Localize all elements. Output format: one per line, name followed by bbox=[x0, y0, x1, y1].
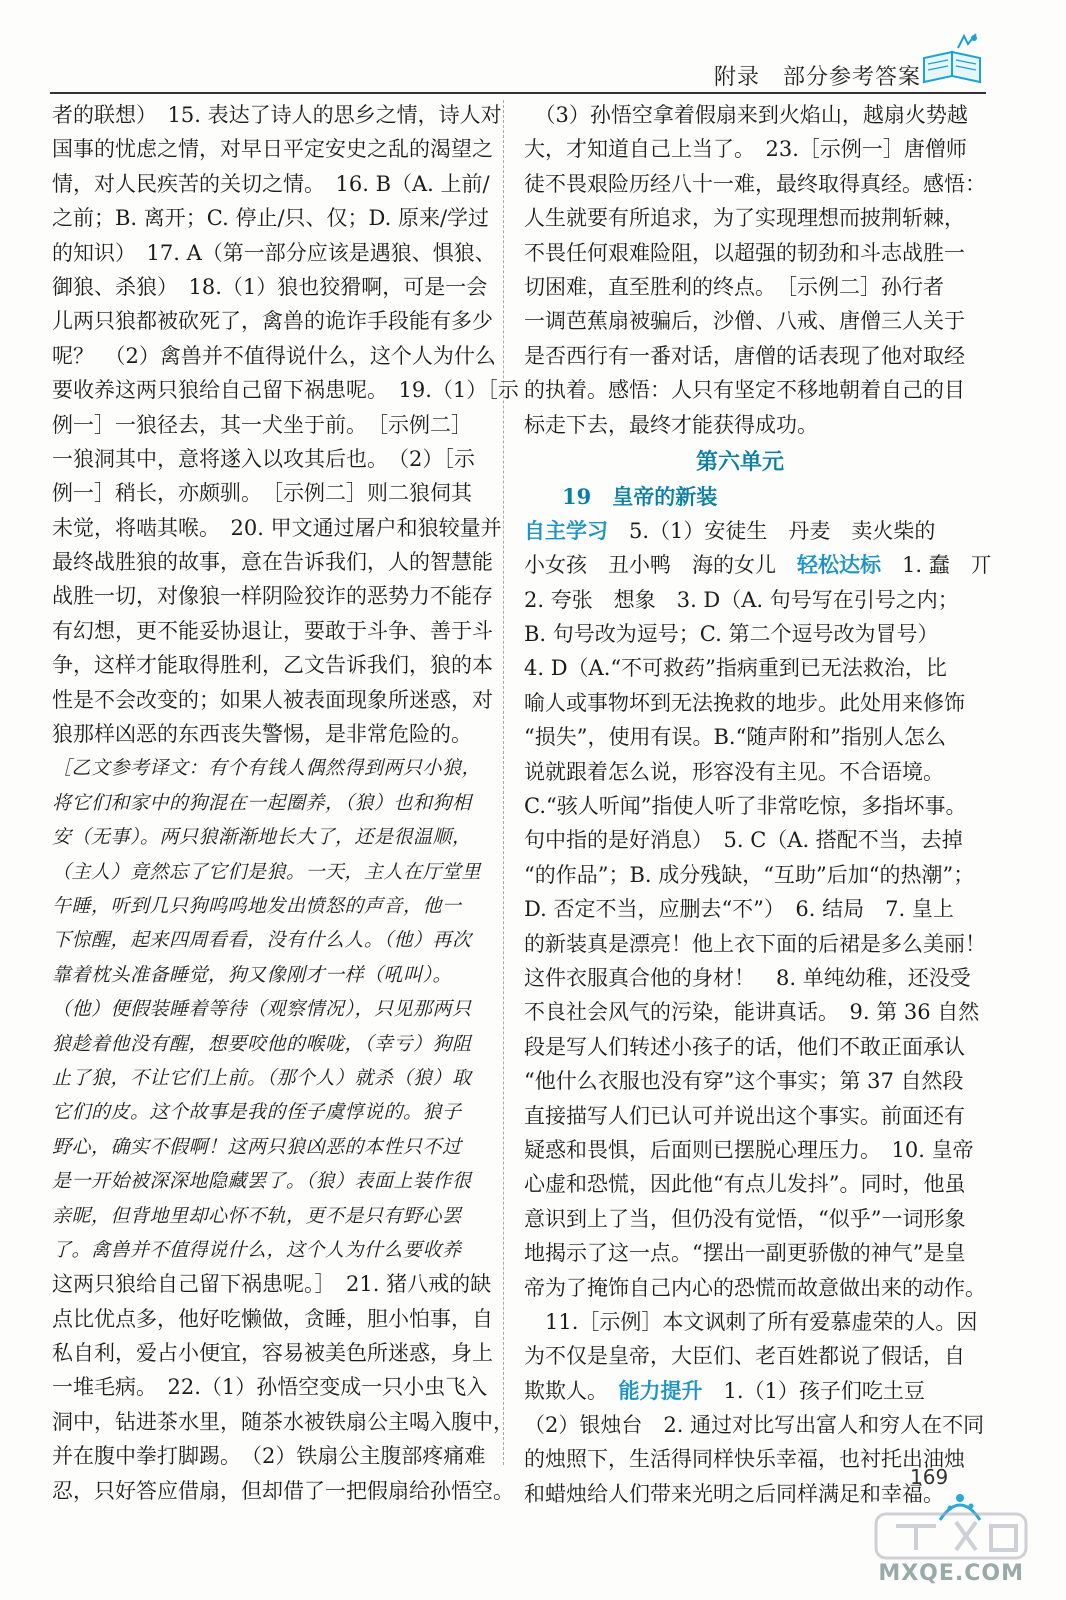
text-line: 御狼、杀狼） 18.（1）狼也狡猾啊，可是一会 bbox=[52, 274, 488, 299]
text-line: 要收养这两只狼给自己留下祸患呢。 19.（1）［示 bbox=[52, 378, 519, 403]
text-span: 句中指的是好消息） 5. C（A. 搭配不当，去掉 bbox=[524, 828, 963, 853]
text-line bbox=[524, 1030, 965, 1064]
text-line: 标走下去，最终才能获得成功。 bbox=[524, 412, 818, 437]
text-line: 儿两只狼都被砍死了，禽兽的诡诈手段能有多少 bbox=[52, 309, 493, 334]
text-span: 不良社会风气的污染，能讲真话。 9. 第 36 自然 bbox=[524, 1000, 980, 1025]
text-line: 一调芭蕉扇被骗后，沙僧、八戒、唐僧三人关于 bbox=[524, 309, 965, 334]
text-span: “的作品”；B. 成分残缺，“互助”后加“的热潮”； bbox=[524, 862, 975, 887]
text-span: 直接描写人们已认可并说出这个事实。前面还有 bbox=[524, 1103, 965, 1128]
text-line bbox=[524, 1202, 966, 1236]
text-line bbox=[524, 1271, 986, 1305]
text-span: 5.（1）安徒生 丹麦 卖火柴的 bbox=[608, 518, 936, 543]
text-span: 2. 夸张 想象 3. D（A. 句号写在引号之内； bbox=[524, 587, 959, 612]
text-line: 并在腹中拳打脚踢。 （2）铁扇公主腹部疼痛难 bbox=[52, 1444, 486, 1469]
text-line: （主人）竟然忘了它们是狼。一天，主人在厅堂里 bbox=[52, 860, 482, 883]
section-tag: 能力提升 bbox=[618, 1377, 703, 1403]
text-line bbox=[524, 514, 956, 548]
text-line: 是否西行有一番对话，唐僧的话表现了他对取经 bbox=[524, 343, 965, 368]
text-line bbox=[524, 651, 956, 685]
text-span: （2）银烛台 2. 通过对比写出富人和穷人在不同 bbox=[524, 1413, 985, 1438]
text-line: 野心，确实不假啊！这两只狼凶恶的本性只不过 bbox=[52, 1135, 462, 1158]
text-line: 忍，只好答应借扇，但却借了一把假扇给孙悟空。 bbox=[52, 1478, 514, 1503]
text-line bbox=[524, 1374, 956, 1408]
text-span: 小女孩 丑小鸭 海的女儿 bbox=[524, 553, 797, 578]
text-line: 它们的皮。这个故事是我的侄子虞惇说的。狼子 bbox=[52, 1101, 462, 1124]
unit-title: 第六单元 bbox=[695, 448, 784, 475]
text-span: B. 句号改为逗号；C. 第二个逗号改为冒号） bbox=[524, 622, 939, 647]
text-line: 切困难，直至胜利的终点。 ［示例二］孙行者 bbox=[524, 274, 944, 299]
text-line: （3）孙悟空拿着假扇来到火焰山，越扇火势越 bbox=[524, 103, 968, 127]
text-line: 一狼洞其中，意将遂入以攻其后也。 （2）［示 bbox=[52, 446, 475, 471]
text-line bbox=[524, 1064, 964, 1098]
text-span: 1.（1）孩子们吃土豆 bbox=[702, 1378, 925, 1403]
text-span: 欺欺人。 bbox=[524, 1378, 619, 1403]
text-span: 段是写人们转述小孩子的话，他们不敢正面承认 bbox=[524, 1034, 965, 1059]
text-span: 4. D（A.“不可救药”指病重到已无法救治，比 bbox=[524, 656, 947, 681]
text-line bbox=[524, 686, 965, 720]
text-line: 私自利，爱占小便宜，容易被美色所迷惑，身上 bbox=[52, 1341, 493, 1366]
watermark-text: MXQE.COM bbox=[878, 1561, 1024, 1586]
text-line: 例一］一狼径去，其一犬坐于前。 ［示例二］ bbox=[52, 412, 472, 437]
text-line: 狼趁着他没有醒，想要咬他的喉咙，（幸亏）狗阻 bbox=[52, 1032, 472, 1055]
text-line: 点比优点多，他好吃懒做，贪睡，胆小怕事，自 bbox=[52, 1306, 493, 1331]
text-line: 之前；B. 离开；C. 停止/只、仅；D. 原来/学过 bbox=[52, 206, 490, 231]
text-span: “损失”，使用有误。B.“随声附和”指别人怎么 bbox=[524, 725, 947, 750]
page-number: 169 bbox=[910, 1465, 949, 1489]
section-tag: 轻松达标 bbox=[797, 552, 881, 578]
text-line bbox=[524, 1477, 956, 1511]
text-line: 者的联想） 15. 表达了诗人的思乡之情，诗人对 bbox=[52, 103, 502, 127]
text-line: 靠着枕头准备睡觉，狗又像刚才一样（吼叫）。 bbox=[52, 963, 453, 986]
text-line bbox=[524, 1442, 965, 1476]
text-line bbox=[524, 1099, 965, 1133]
text-line: 止了狼，不让它们上前。（那个人）就杀（狼）取 bbox=[52, 1066, 472, 1089]
text-line bbox=[524, 617, 956, 651]
text-line: （他）便假装睡着等待（观察情况），只见那两只 bbox=[52, 998, 472, 1021]
text-line: 将它们和家中的狗混在一起圈养，（狼）也和狗相 bbox=[52, 791, 472, 814]
text-line: 下惊醒，起来四周看看，没有什么人。（他）再次 bbox=[52, 929, 472, 952]
text-span: 说就跟着怎么说，形容没有主见。不合语境。 bbox=[524, 759, 944, 784]
right-column bbox=[524, 98, 992, 1511]
text-line bbox=[524, 892, 956, 926]
text-line: 大，才知道自己上当了。 23.［示例一］唐僧师 bbox=[524, 137, 967, 162]
text-line: 午睡，听到几只狗呜呜地发出愤怒的声音，他一 bbox=[52, 894, 462, 917]
text-line: 战胜一切，对像狼一样阴险狡诈的恶势力不能存 bbox=[52, 584, 493, 609]
text-span: 11.［示例］本文讽刺了所有爱慕虚荣的人。因 bbox=[524, 1309, 978, 1334]
text-line: 未觉，将啮其喉。 20. 甲文通过屠户和狼较量并 bbox=[52, 515, 502, 540]
text-line bbox=[524, 823, 963, 857]
text-line: 有幻想，更不能妥协退让，要敢于斗争、善于斗 bbox=[52, 618, 493, 643]
text-line bbox=[524, 1408, 985, 1442]
text-span: “他什么衣服也没有穿”这个事实；第 37 自然段 bbox=[524, 1069, 964, 1094]
text-span: 心虚和恐慌，因此他“有点儿发抖”。同时，他虽 bbox=[524, 1172, 966, 1197]
text-line: 安（无事）。两只狼渐渐地长大了，还是很温顺， bbox=[52, 826, 472, 849]
text-line: 洞中，钻进茶水里，随茶水被铁扇公主喝入腹中， bbox=[52, 1409, 514, 1434]
page-header bbox=[0, 30, 1066, 92]
text-line: 狼那样凶恶的东西丧失警惕，是非常危险的。 bbox=[52, 722, 472, 747]
header-title: 附录 部分参考答案 bbox=[713, 65, 921, 90]
text-line: 这两只狼给自己留下祸患呢。］ 21. 猪八戒的缺 bbox=[52, 1272, 492, 1297]
text-span: 喻人或事物坏到无法挽救的地步。此处用来修饰 bbox=[524, 690, 965, 715]
text-line bbox=[524, 755, 956, 789]
text-line: 一堆毛病。 22.（1）孙悟空变成一只小虫飞入 bbox=[52, 1375, 488, 1400]
text-line: 不畏任何艰难险阻，以超强的韧劲和斗志战胜一 bbox=[524, 240, 965, 265]
text-line: 亲昵，但背地里却心怀不轨，更不是只有野心罢 bbox=[52, 1204, 462, 1227]
section-tag: 自主学习 bbox=[524, 517, 608, 543]
text-line: 性是不会改变的；如果人被表面现象所迷惑，对 bbox=[52, 687, 493, 712]
text-span: C.“骇人听闻”指使人听了非常吃惊，多指坏事。 bbox=[524, 794, 967, 819]
text-span: 的新装真是漂亮！他上衣下面的后裙是多么美丽！ bbox=[524, 931, 986, 956]
text-span: 意识到上了当，但仍没有觉悟，“似乎”一词形象 bbox=[524, 1206, 966, 1231]
text-line bbox=[524, 548, 992, 582]
text-line: 例一］稍长，亦颇驯。 ［示例二］则二狼伺其 bbox=[52, 481, 472, 506]
text-line: ［乙文参考译文：有个有钱人偶然得到两只小狼， bbox=[52, 757, 482, 780]
text-line: 徒不畏艰险历经八十一难，最终取得真经。感悟： bbox=[524, 171, 986, 196]
text-line: 人生就要有所追求，为了实现理想而披荆斩棘， bbox=[524, 206, 965, 231]
text-span: 这件衣服真合他的身材！ 8. 单纯幼稚，还没受 bbox=[524, 965, 971, 990]
text-line bbox=[524, 583, 959, 617]
text-line: 国事的忧虑之情，对早日平定安史之乱的渴望之 bbox=[52, 137, 493, 162]
text-line bbox=[524, 1305, 978, 1339]
text-span: 为不仅是皇帝，大臣们、老百姓都说了假话，自 bbox=[524, 1344, 965, 1369]
text-line bbox=[524, 720, 956, 754]
text-line: 是一开始被深深地隐藏罢了。（狼）表面上装作很 bbox=[52, 1170, 472, 1193]
header-rule bbox=[50, 92, 986, 94]
text-line: 的执着。感悟：人只有坚定不移地朝着自己的目 bbox=[524, 378, 965, 403]
text-line bbox=[524, 1236, 966, 1270]
column-divider bbox=[503, 100, 504, 1465]
text-line: 情，对人民疾苦的关切之情。 16. B（A. 上前/ bbox=[52, 171, 490, 196]
text-span: 的烛照下，生活得同样快乐幸福，也衬托出油烛 bbox=[524, 1447, 965, 1472]
text-line bbox=[524, 995, 980, 1029]
open-book-icon bbox=[918, 30, 988, 92]
text-line: 了。禽兽并不值得说什么，这个人为什么要收养 bbox=[52, 1238, 462, 1261]
text-span: 和蜡烛给人们带来光明之后同样满足和幸福。 bbox=[524, 1481, 944, 1506]
right-column-answers bbox=[524, 514, 992, 1511]
text-line bbox=[524, 1133, 974, 1167]
text-line bbox=[524, 1339, 965, 1373]
text-span: 地揭示了这一点。“摆出一副更骄傲的神气”是皇 bbox=[524, 1241, 966, 1266]
text-line: 的知识） 17. A（第一部分应该是遇狼、惧狼、 bbox=[52, 240, 496, 265]
left-column bbox=[52, 98, 519, 1508]
text-span: 帝为了掩饰自己内心的恐慌而故意做出来的动作。 bbox=[524, 1275, 986, 1300]
text-span: D. 否定不当，应删去“不”） 6. 结局 7. 皇上 bbox=[524, 897, 954, 922]
text-line: 最终战胜狼的故事，意在告诉我们，人的智慧能 bbox=[52, 550, 493, 575]
text-line bbox=[524, 1167, 966, 1201]
text-span: 1. 蠢 丌 bbox=[881, 553, 992, 578]
lesson-title: 19 皇帝的新装 bbox=[562, 483, 718, 509]
text-line bbox=[524, 961, 971, 995]
text-line bbox=[524, 927, 986, 961]
text-line bbox=[524, 858, 975, 892]
text-line bbox=[524, 789, 967, 823]
text-line: 争，这样才能取得胜利，乙文告诉我们，狼的本 bbox=[52, 653, 493, 678]
text-span: 疑惑和畏惧，后面则已摆脱心理压力。 10. 皇帝 bbox=[524, 1137, 974, 1162]
text-line: 呢？ （2）禽兽并不值得说什么，这个人为什么 bbox=[52, 343, 496, 368]
right-column-top bbox=[524, 98, 986, 442]
